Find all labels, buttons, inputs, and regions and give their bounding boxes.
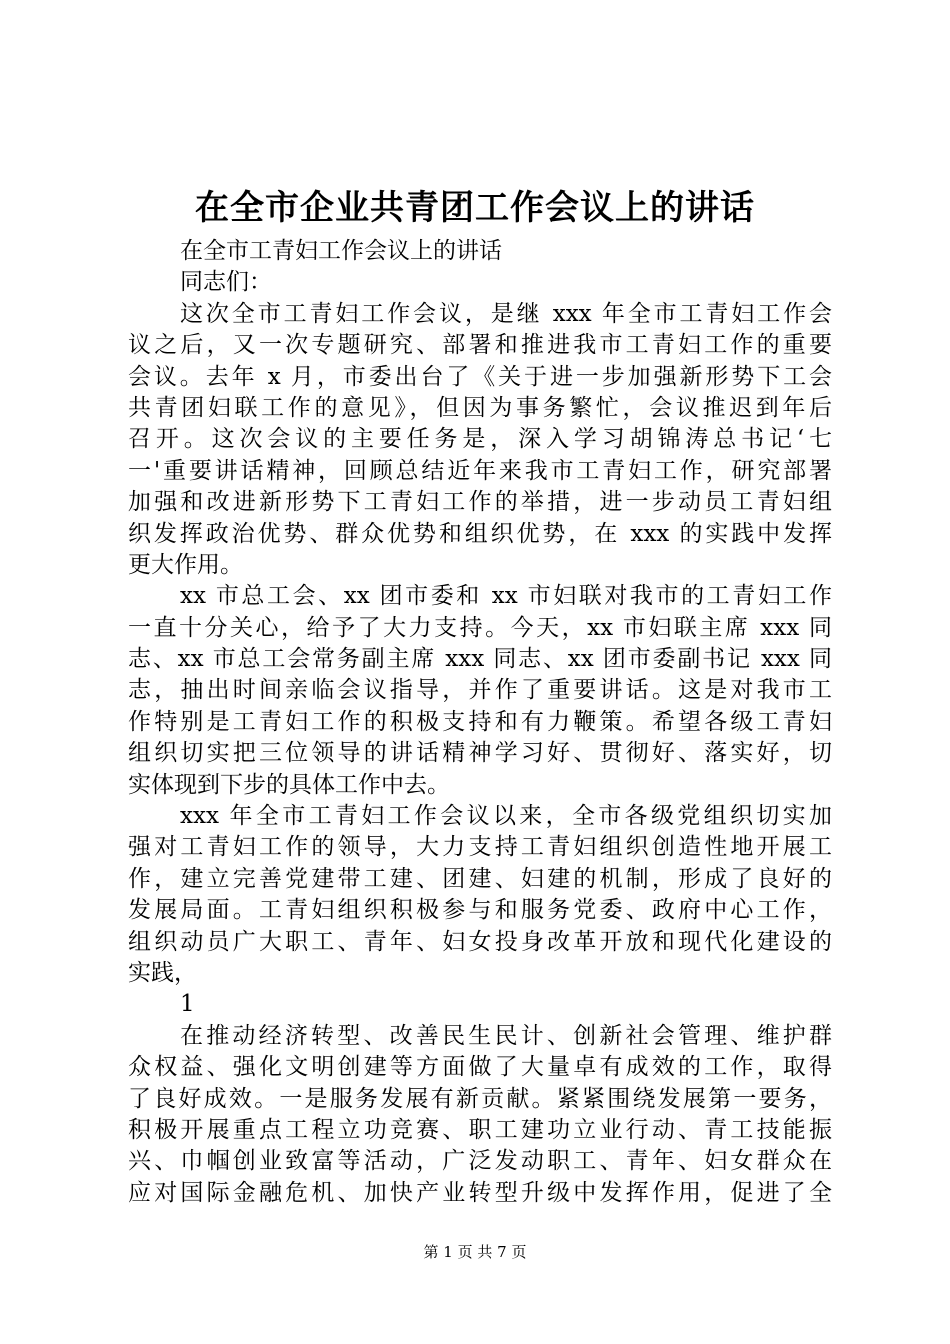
text-line: 强对工青妇工作的领导，大力支持工青妇组织创造性地开展工 [128, 834, 832, 861]
text-line: 1 [180, 991, 195, 1018]
text-line: 应对国际金融危机、加快产业转型升级中发挥作用，促进了全 [128, 1179, 832, 1206]
text-line: 这次全市工青妇工作会议，是继 xxx 年全市工青妇工作会 [180, 300, 832, 327]
text-line: 实践， [128, 959, 197, 986]
text-line: xx 市总工会、xx 团市委和 xx 市妇联对我市的工青妇工作 [180, 583, 832, 610]
text-line: 一'重要讲话精神，回顾总结近年来我市工青妇工作，研究部署 [128, 457, 832, 484]
text-line: 兴、巾帼创业致富等活动，广泛发动职工、青年、妇女群众在 [128, 1148, 832, 1175]
text-line: 在推动经济转型、改善民生民计、创新社会管理、维护群 [180, 1022, 832, 1049]
text-line: xxx 年全市工青妇工作会议以来，全市各级党组织切实加 [180, 803, 832, 830]
text-line: 作特别是工青妇工作的积极支持和有力鞭策。希望各级工青妇 [128, 708, 832, 735]
text-line: 在全市工青妇工作会议上的讲话 [180, 238, 502, 264]
text-line: 作，建立完善党建带工建、团建、妇建的机制，形成了良好的 [128, 865, 832, 892]
text-line: 召开。这次会议的主要任务是，深入学习胡锦涛总书记‘七 [128, 426, 832, 453]
page-footer: 第 1 页 共 7 页 [423, 1243, 527, 1261]
text-line: 共青团妇联工作的意见》，但因为事务繁忙，会议推迟到年后 [128, 394, 832, 421]
text-line: 组织切实把三位领导的讲话精神学习好、贯彻好、落实好，切 [128, 740, 832, 767]
text-line: 发展局面。工青妇组织积极参与和服务党委、政府中心工作， [128, 897, 832, 924]
text-line: 更大作用。 [128, 551, 243, 578]
text-line: 众权益、强化文明创建等方面做了大量卓有成效的工作，取得 [128, 1054, 832, 1081]
document-title: 在全市企业共青团工作会议上的讲话 [195, 188, 755, 228]
text-line: 织发挥政治优势、群众优势和组织优势，在 xxx 的实践中发挥 [128, 520, 832, 547]
document-body [128, 236, 832, 1209]
text-line: 一直十分关心，给予了大力支持。今天，xx 市妇联主席 xxx 同 [128, 614, 832, 641]
text-line: 加强和改进新形势下工青妇工作的举措，进一步动员工青妇组 [128, 489, 832, 516]
text-line: 议之后，又一次专题研究、部署和推进我市工青妇工作的重要 [128, 332, 832, 359]
text-line: 积极开展重点工程立功竞赛、职工建功立业行动、青工技能振 [128, 1116, 832, 1143]
text-line: 志、xx 市总工会常务副主席 xxx 同志、xx 团市委副书记 xxx 同 [128, 646, 832, 673]
text-line: 组织动员广大职工、青年、妇女投身改革开放和现代化建设的 [128, 928, 832, 955]
text-line: 了良好成效。一是服务发展有新贡献。紧紧围绕发展第一要务， [128, 1085, 832, 1112]
text-line: 志，抽出时间亲临会议指导，并作了重要讲话。这是对我市工 [128, 677, 832, 704]
text-line: 同志们： [180, 269, 272, 296]
text-line: 实体现到下步的具体工作中去。 [128, 771, 450, 798]
text-line: 会议。去年 x 月，市委出台了《关于进一步加强新形势下工会 [128, 363, 832, 390]
